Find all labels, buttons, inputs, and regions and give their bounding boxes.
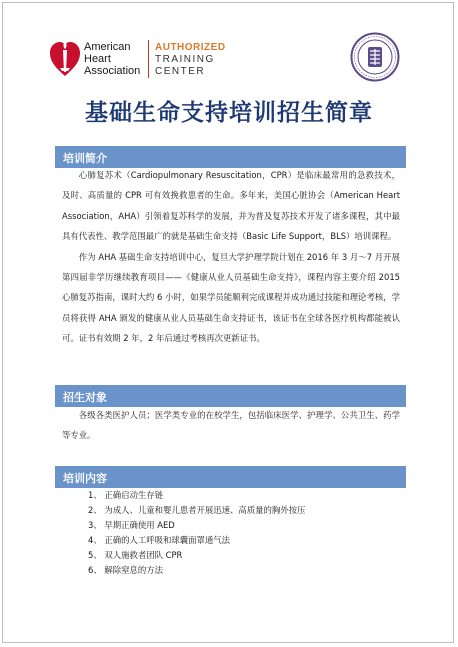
list-item: 4、 正确的人工呼吸和球囊面罩通气法 xyxy=(88,535,230,545)
list-item: 1、 正确启动生存链 xyxy=(88,490,163,500)
atc-line-2: TRAINING xyxy=(155,54,215,65)
aha-line-3: Association xyxy=(84,65,141,77)
section-heading-audience: 招生对象 xyxy=(63,391,107,404)
list-item: 3、 早期正确使用 AED xyxy=(88,520,175,530)
section-heading-intro: 培训简介 xyxy=(63,152,107,165)
aha-wordmark xyxy=(84,41,146,77)
section-bar-content xyxy=(55,466,406,488)
section-heading-content: 培训内容 xyxy=(63,472,107,485)
university-seal-icon xyxy=(350,32,400,82)
list-item: 5、 双人施救者团队 CPR xyxy=(88,550,183,560)
audience-paragraph: 各级各类医护人员；医学类专业的在校学生，包括临床医学、护理学、公共卫生、药学等专业。 xyxy=(62,410,400,441)
atc-line-1: AUTHORIZED xyxy=(155,42,226,53)
intro-paragraph-1: 心肺复苏术（Cardiopulmonary Resuscitation，CPR）是临床最常用的急救技术，及时、高质量的 CPR 可有效挽救患者的生命。多年来，美国心脏协会（American Heart Association，AHA）引领着复苏科学的发展，并为普及复苏技术开发了诸多课程，其中最具有代表性、教学范围最广的就是基础生命支持（Basic Life Support，BLS）培训课程。 xyxy=(62,170,400,242)
intro-paragraph-2: 作为 AHA 基础生命支持培训中心，复旦大学护理学院计划在 2016 年 3 月～7 月开展第四届非学历继续教育项目——《健康从业人员基础生命支持》，课程内容主要介绍 2015 心肺复苏指南，课时大约 6 小时，如果学员能顺利完成课程并成功通过技能和理论考核，学员将获得 AHA 颁发的健康从业人员基础生命支持证书，该证书在全球各医疗机构都能被认可。证书有效期 2 年，2 年后通过考核再次更新证书。 xyxy=(62,251,400,344)
atc-line-3: CENTER xyxy=(155,66,206,77)
aha-line-2: Heart xyxy=(84,53,111,65)
list-item: 2、 为成人、儿童和婴儿患者开展迅速、高质量的胸外按压 xyxy=(88,505,306,515)
section-body-intro xyxy=(62,165,400,349)
document-title: 基础生命支持培训招生简章 xyxy=(85,100,373,126)
section-body-audience xyxy=(62,405,400,446)
training-center-wordmark xyxy=(155,42,226,78)
aha-line-1: American xyxy=(84,41,131,53)
logo-divider xyxy=(148,40,149,78)
list-item: 6、 解除窒息的方法 xyxy=(88,565,163,575)
aha-heart-torch-logo xyxy=(48,38,82,80)
training-content-list xyxy=(88,488,305,578)
section-bar-audience xyxy=(55,385,406,407)
